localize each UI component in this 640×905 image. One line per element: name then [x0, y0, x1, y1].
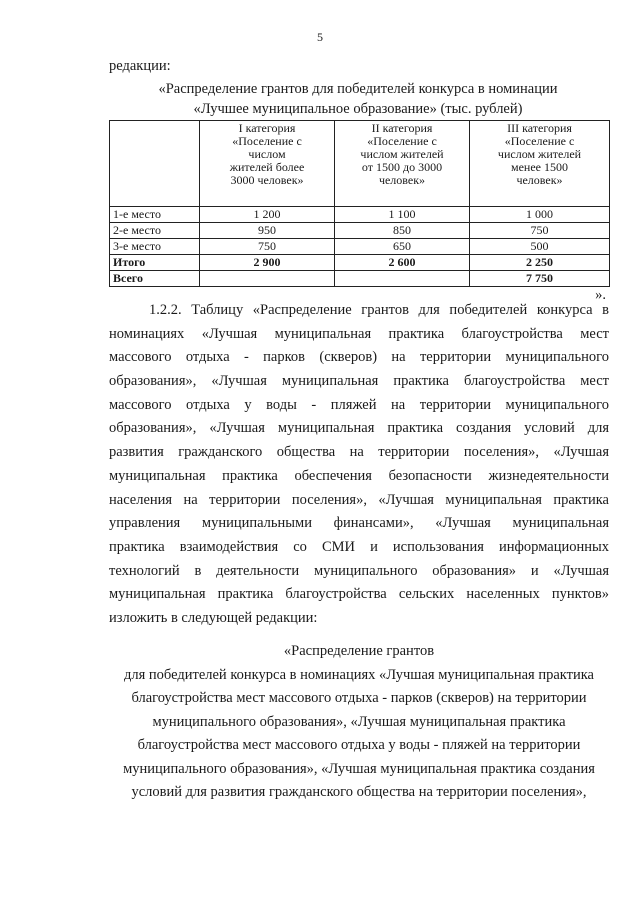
table-cell: 2 250 [470, 255, 610, 271]
header-cell-category-3 [470, 121, 610, 207]
header-line: «Поселение с [367, 134, 437, 148]
table-cell [200, 271, 335, 287]
header-line: человек» [378, 173, 426, 187]
table-cell [335, 271, 470, 287]
row-label: 3-е место [110, 239, 200, 255]
page-number: 5 [317, 30, 323, 44]
row-label: 2-е место [110, 223, 200, 239]
header-line: I категория [238, 121, 296, 135]
title-line: «Распределение грантов [283, 643, 435, 659]
header-cell-category-2 [335, 121, 470, 207]
paragraph-line: технологий в деятельности муниципального образования» и «Лучшая [109, 562, 609, 579]
paragraph-line: 1.2.2. Таблицу «Распределение грантов для победителей конкурса в [149, 302, 609, 318]
row-label: 1-е место [110, 207, 200, 223]
table-caption-line-1: «Распределение грантов для победителей конкурса в номинации [158, 81, 558, 97]
paragraph-line: управления муниципальными финансами», «Лучшая муниципальная [109, 515, 609, 532]
paragraph-line: населения на территории поселения», «Лучшая муниципальная практика [109, 491, 609, 508]
table-cell: 650 [335, 239, 470, 255]
table-closing-quote: ». [595, 287, 606, 303]
table-cell: 750 [470, 223, 610, 239]
header-cell-empty [110, 121, 200, 207]
paragraph-line: муниципальная практика благоустройства сельских населенных пунктов» [109, 586, 609, 603]
title-line: для победителей конкурса в номинациях «Лучшая муниципальная практика [124, 666, 594, 683]
table-cell: 1 000 [470, 207, 610, 223]
grants-table [109, 120, 610, 287]
header-cell-category-1 [200, 121, 335, 207]
header-line: 3000 человек» [230, 173, 304, 187]
paragraph-line: муниципальная практика обеспечения безопасности жизнедеятельности [109, 467, 609, 484]
title-line: условий для развития гражданского общества на территории поселения», [131, 784, 587, 800]
table-cell: 1 100 [335, 207, 470, 223]
table-row [110, 207, 610, 223]
table-cell: 7 750 [470, 271, 610, 287]
paragraph-line: массового отдыха - парков (скверов) на территории муниципального [109, 349, 609, 366]
header-line: менее 1500 [511, 160, 568, 174]
row-label: Всего [110, 271, 200, 287]
table-row-total [110, 271, 610, 287]
header-line: числом [248, 147, 286, 161]
amendment-paragraph [109, 299, 609, 631]
table-cell: 1 200 [200, 207, 335, 223]
paragraph-line: изложить в следующей редакции: [109, 609, 318, 626]
header-line: «Поселение с [232, 134, 302, 148]
header-line: числом жителей [497, 147, 582, 161]
intro-word: редакции: [109, 58, 171, 74]
table-cell: 850 [335, 223, 470, 239]
title-line: благоустройства мест массового отдыха у воды - пляжей на территории [137, 737, 581, 753]
title-line: муниципального образования», «Лучшая муниципальная практика создания [123, 760, 595, 777]
header-line: «Поселение с [504, 134, 575, 148]
row-label: Итого [110, 255, 200, 271]
header-line: III категория [507, 121, 572, 135]
table-cell: 750 [200, 239, 335, 255]
header-line: от 1500 до 3000 [361, 160, 443, 174]
table-cell: 2 900 [200, 255, 335, 271]
table-caption-line-2: «Лучшее муниципальное образование» (тыс. рублей) [193, 101, 523, 117]
new-table-title [100, 640, 618, 805]
header-line: человек» [516, 173, 563, 187]
table-cell: 2 600 [335, 255, 470, 271]
table-row-subtotal [110, 255, 610, 271]
table-row [110, 239, 610, 255]
table-row [110, 223, 610, 239]
paragraph-line: практика взаимодействия со СМИ и использования информационных [109, 538, 609, 555]
paragraph-line: образования», «Лучшая муниципальная практика создания условий для [109, 420, 609, 437]
title-line: муниципального образования», «Лучшая муниципальная практика [152, 713, 566, 730]
paragraph-line: развития гражданского общества на территории поселения», «Лучшая [109, 444, 609, 461]
table-header-row [110, 121, 610, 207]
header-line: II категория [371, 121, 433, 135]
paragraph-line: массового отдыха у воды - пляжей на территории муниципального [109, 396, 609, 413]
paragraph-line: образования», «Лучшая муниципальная практика благоустройства мест [109, 373, 609, 390]
paragraph-line: номинациях «Лучшая муниципальная практика благоустройства мест [109, 325, 609, 342]
table-cell: 950 [200, 223, 335, 239]
header-line: числом жителей [360, 147, 444, 161]
header-line: жителей более [229, 160, 305, 174]
title-line: благоустройства мест массового отдыха - парков (скверов) на территории [131, 690, 587, 706]
table-cell: 500 [470, 239, 610, 255]
